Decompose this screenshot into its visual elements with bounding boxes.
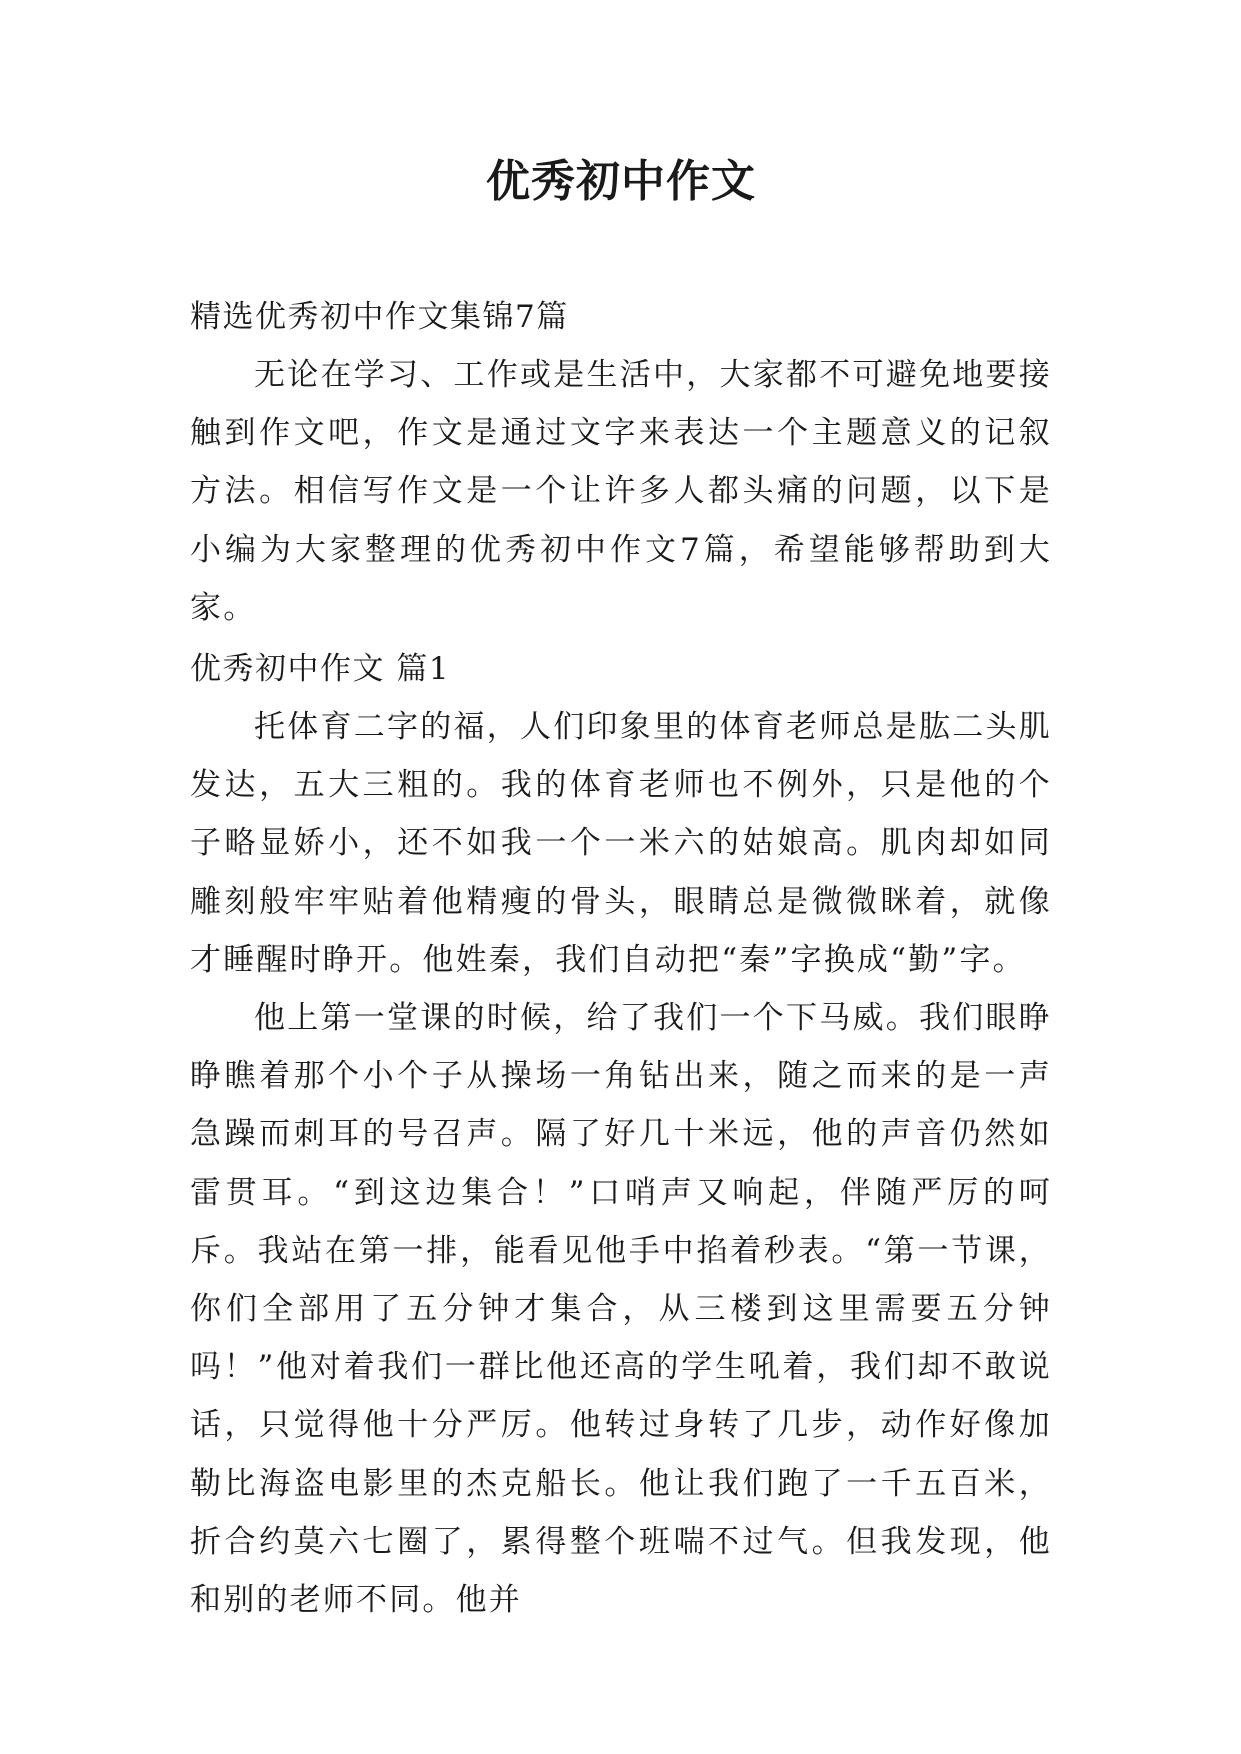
document-page [190, 0, 1052, 1754]
essay-paragraph: 他上第一堂课的时候，给了我们一个下马威。我们眼睁睁瞧着那个小个子从操场一角钻出来，随之而来的是一声急躁而刺耳的号召声。隔了好几十米远，他的声音仍然如雷贯耳。“到这边集合！”口哨声又响起，伴随严厉的呵斥。我站在第一排，能看见他手中掐着秒表。“第一节课，你们全部用了五分钟才集合，从三楼到这里需要五分钟吗！”他对着我们一群比他还高的学生吼着，我们却不敢说话，只觉得他十分严厉。他转过身转了几步，动作好像加勒比海盗电影里的杰克船长。他让我们跑了一千五百米，折合约莫六七圈了，累得整个班喘不过气。但我发现，他和别的老师不同。他并 [190, 1000, 1052, 1619]
document-title: 优秀初中作文 [486, 156, 756, 207]
intro-paragraph: 无论在学习、工作或是生活中，大家都不可避免地要接触到作文吧，作文是通过文字来表达一个主题意义的记叙方法。相信写作文是一个让许多人都头痛的问题，以下是小编为大家整理的优秀初中作文7篇，希望能够帮助到大家。 [190, 357, 1052, 626]
section-heading: 优秀初中作文 篇1 [190, 651, 451, 687]
essay-paragraph: 托体育二字的福，人们印象里的体育老师总是肱二头肌发达，五大三粗的。我的体育老师也不例外，只是他的个子略显娇小，还不如我一个一米六的姑娘高。肌肉却如同雕刻般牢牢贴着他精瘦的骨头，眼睛总是微微眯着，就像才睡醒时睁开。他姓秦，我们自动把“秦”字换成“勤”字。 [190, 709, 1052, 978]
collection-subtitle: 精选优秀初中作文集锦7篇 [190, 299, 569, 335]
